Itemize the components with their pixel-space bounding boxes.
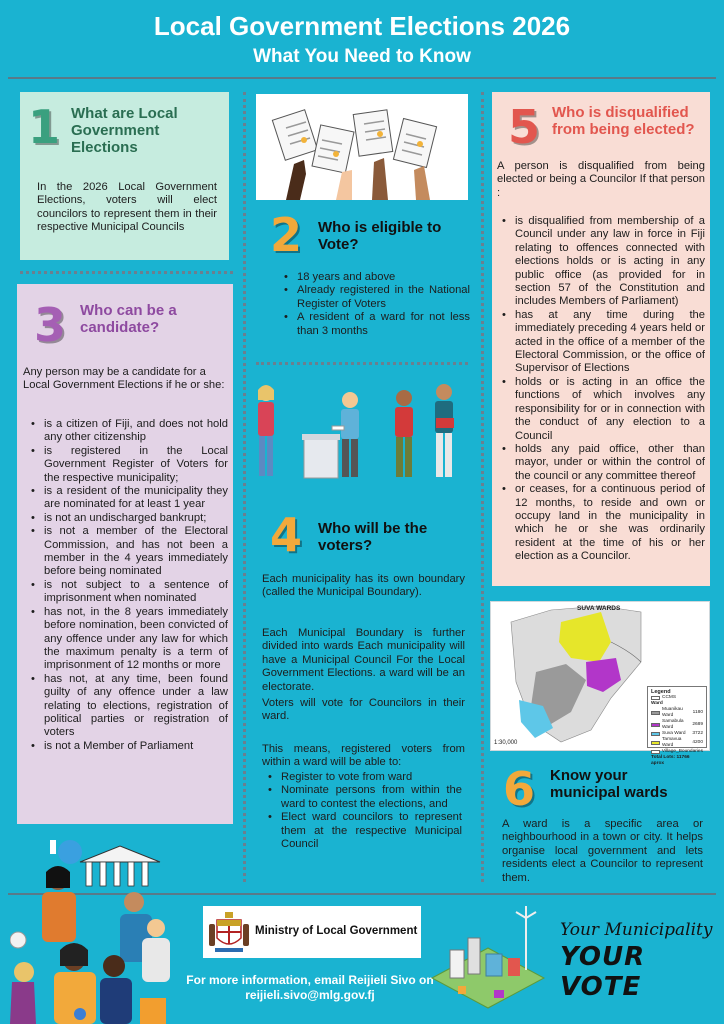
- voters-illustration: [252, 378, 468, 488]
- column-divider-right: [481, 92, 484, 882]
- list-item: • Elect ward councilors to represent them at the respective Municipal Council: [268, 811, 462, 851]
- legend-label: Muanikau Ward: [662, 707, 683, 718]
- legend-swatch: [651, 696, 660, 700]
- map-title: SUVA WARDS: [577, 605, 621, 612]
- list-item: • Register to vote from ward: [268, 771, 462, 784]
- page-title: Local Government Elections 2026: [153, 11, 571, 41]
- legend-row: [651, 737, 703, 749]
- list-item: • holds or is acting in an office the functions of which involves any responsibility for or in connection with the conduct of any election to a Council: [502, 376, 705, 443]
- section-5-number: 5: [508, 100, 541, 154]
- map-scale: 1:30,000: [494, 740, 518, 746]
- legend-subtitle: Ward: [651, 701, 663, 706]
- section-5-list: [502, 215, 705, 564]
- section-4-heading: Who will be the voters?: [318, 520, 428, 554]
- legend-swatch: [651, 732, 660, 736]
- section-1-text: In the 2026 Local Government Elections, voters will elect councilors to represent them in their respective Municipal Councils: [37, 181, 217, 234]
- slogan-line-2: YOUR VOTE: [560, 942, 646, 1002]
- section-3-heading: Who can be a candidate?: [80, 302, 177, 336]
- list-item: • is disqualified from membership of a Council under any law in force in Fiji relating to offences connected with elections holds or is acting in any public office (as provided for in section 57 of the Constitution and includes Members of Parliament): [502, 215, 705, 309]
- section-2-number: 2: [270, 208, 303, 262]
- header-divider: [8, 77, 716, 79]
- page-subtitle: What You Need to Know: [253, 46, 471, 67]
- list-item: • is not a member of the Electoral Commission, and has not been a member in the 4 years immediately before being nominated: [31, 525, 228, 579]
- contact-line-1: For more information, email Reijieli Sivo on: [186, 973, 434, 987]
- list-item: • has not, in the 8 years immediately before nomination, been convicted of any offence under any law for which the maximum penalty is a term of imprisonment of 12 months or more: [31, 606, 228, 673]
- ministry-logo-box: [203, 906, 421, 958]
- section-3-number: 3: [34, 298, 67, 352]
- city-illustration: [428, 898, 548, 1020]
- ministry-name: Ministry of Local Government: [255, 925, 418, 937]
- legend-swatch: [651, 741, 660, 745]
- contact-email[interactable]: reijieli.sivo@mlg.gov.fj: [245, 988, 375, 1002]
- legend-label: Tamavua Ward: [662, 737, 682, 748]
- legend-swatch: [651, 750, 660, 754]
- legend-swatch: [651, 711, 660, 715]
- list-item: • has not, at any time, been found guilty of any offence under a law relating to elections, registration of political parties or registration of voters: [31, 673, 228, 740]
- list-item: • is a citizen of Fiji, and does not hold any other citizenship: [31, 418, 228, 445]
- section-1-number: 1: [28, 100, 61, 154]
- list-item: • is a resident of the municipality they are nominated for at least 1 year: [31, 485, 228, 512]
- ballot-hands-illustration: [256, 94, 468, 200]
- slogan-line-1: Your Municipality: [560, 920, 713, 940]
- list-item: • is not subject to a sentence of imprisonment when nominated: [31, 579, 228, 606]
- list-item: • 18 years and above: [284, 271, 470, 284]
- list-item: • is registered in the Local Government Register of Voters for the respective municipality;: [31, 445, 228, 485]
- section-4-number: 4: [270, 508, 303, 562]
- suva-wards-map: [490, 601, 710, 766]
- column-divider-left: [243, 92, 246, 882]
- list-item: • Already registered in the National Register of Voters: [284, 284, 470, 311]
- list-item: • is not a Member of Parliament: [31, 740, 228, 753]
- legend-total: Total Lots: 11766 aprox: [651, 755, 690, 766]
- section-2-heading: Who is eligible to Vote?: [318, 219, 442, 253]
- section-2-list: [284, 271, 470, 338]
- section-4-p2: Each Municipal Boundary is further divided into wards Each municipality will have a Municipal Council For the Local Government Elections. a ward will be an electorate.: [262, 627, 465, 693]
- section-3-intro: Any person may be a candidate for a Local Government Elections if he or she:: [23, 366, 225, 392]
- list-item: • holds any paid office, other than mayor, under or within the control of the council or any committee thereof: [502, 443, 705, 483]
- list-item: • A resident of a ward for not less than 3 months: [284, 311, 470, 338]
- legend-count: 2689: [692, 722, 703, 727]
- list-item: • or ceases, for a continuous period of 12 months, to reside and own or occupy land in the municipality in which he or she was ordinarily resident at the time of his or her election as a Councilor.: [502, 483, 705, 563]
- fiji-coat-of-arms-icon: [209, 910, 249, 954]
- legend-label: Village_Boundaries: [661, 749, 703, 754]
- section-3-list: [31, 418, 228, 753]
- section-divider-1-3: [20, 271, 233, 274]
- section-4-p3: Voters will vote for Councilors in their ward.: [262, 697, 465, 723]
- list-item: • is not an undischarged bankrupt;: [31, 512, 228, 525]
- map-legend: [647, 686, 707, 766]
- section-4-list: [268, 771, 462, 851]
- section-4-p1: Each municipality has its own boundary (called the Municipal Boundary).: [262, 573, 465, 599]
- legend-label: Samabula Ward: [662, 719, 684, 730]
- legend-title: Legend: [651, 689, 671, 695]
- legend-label: CCMS: [662, 695, 677, 700]
- legend-count: 3722: [692, 731, 703, 736]
- section-6-heading: Know your municipal wards: [550, 767, 668, 801]
- legend-count: 4200: [692, 740, 703, 745]
- legend-label: Suva Ward: [662, 731, 686, 736]
- section-6-text: A ward is a specific area or neighbourhood in a town or city. It helps organise local government and lets residents elect a Councilor to represent them.: [502, 818, 703, 884]
- list-item: • has at any time during the immediately preceding 4 years held or acted in the office of a member of the Electoral Commission, or the office of Supervisor of Elections: [502, 309, 705, 376]
- list-item: • Nominate persons from within the ward to contest the elections, and: [268, 784, 462, 811]
- section-6-number: 6: [503, 762, 536, 816]
- section-1-heading: What are Local Government Elections: [71, 105, 178, 156]
- legend-swatch: [651, 723, 660, 727]
- legend-row: [651, 719, 703, 731]
- legend-count: 1180: [692, 710, 703, 715]
- legend-row: [651, 707, 703, 719]
- section-divider-2-4: [256, 362, 468, 365]
- section-5-heading: Who is disqualified from being elected?: [552, 104, 695, 138]
- section-4-p4: This means, registered voters from within a ward will be able to:: [262, 743, 465, 769]
- section-5-intro: A person is disqualified from being elected or being a Councilor If that person :: [497, 160, 705, 199]
